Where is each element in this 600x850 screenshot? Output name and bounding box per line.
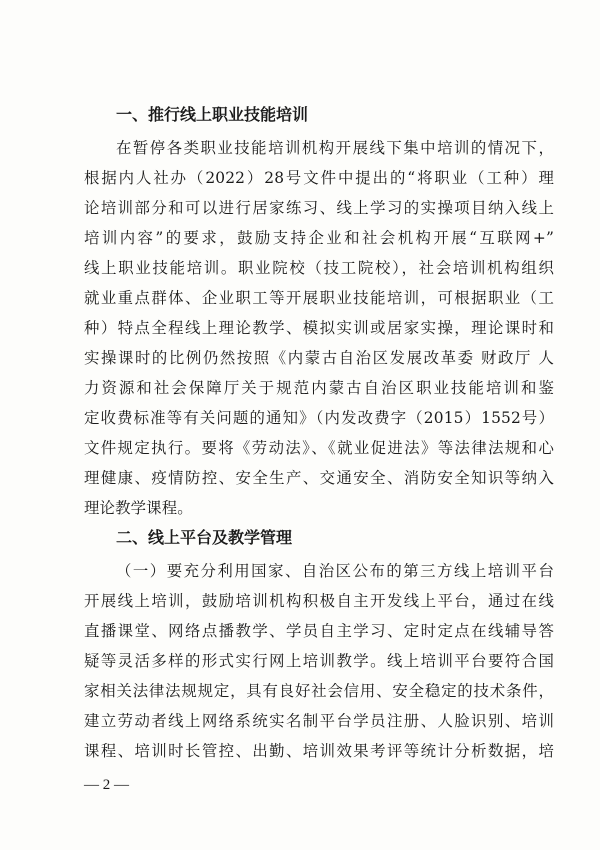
section-1-heading: 一、推行线上职业技能培训 <box>116 105 309 124</box>
section-1-line: 定收费标准等有关问题的通知》（内发改费字（2015）1552号） <box>84 409 554 427</box>
section-2-line: 家相关法律法规规定，具有良好社会信用、安全稳定的技术条件， <box>84 682 554 700</box>
section-1-line: 种）特点全程线上理论教学、模拟实训或居家实操，理论课时和 <box>84 319 554 337</box>
section-2-line: 课程、培训时长管控、出勤、培训效果考评等统计分析数据，培 <box>84 742 554 760</box>
section-1-line: 理健康、疫情防控、安全生产、交通安全、消防安全知识等纳入 <box>84 469 554 487</box>
section-2-heading: 二、线上平台及教学管理 <box>116 528 293 547</box>
section-1-line: 理论教学课程。 <box>84 499 193 517</box>
section-2-line: 建立劳动者线上网络系统实名制平台学员注册、人脸识别、培训 <box>84 712 554 730</box>
section-1-line: 就业重点群体、企业职工等开展职业技能培训，可根据职业（工 <box>84 289 554 307</box>
section-1-line: 实操课时的比例仍然按照《内蒙古自治区发展改革委 财政厅 人 <box>84 349 554 367</box>
section-1-line: 力资源和社会保障厅关于规范内蒙古自治区职业技能培训和鉴 <box>84 379 554 397</box>
section-1-line: 论培训部分和可以进行居家练习、线上学习的实操项目纳入线上 <box>84 199 554 217</box>
section-1-line: 根据内人社办（2022）28号文件中提出的“将职业（工种）理 <box>84 169 554 187</box>
section-1-line: 在暂停各类职业技能培训机构开展线下集中培训的情况下， <box>116 139 554 157</box>
section-2-line: 疑等灵活多样的形式实行网上培训教学。线上培训平台要符合国 <box>84 652 554 670</box>
section-2-line: 直播课堂、网络点播教学、学员自主学习、定时定点在线辅导答 <box>84 622 554 640</box>
section-1-line: 线上职业技能培训。职业院校（技工院校），社会培训机构组织 <box>84 259 554 277</box>
section-2-line: 开展线上培训，鼓励培训机构积极自主开发线上平台，通过在线 <box>84 592 554 610</box>
section-2-line: （一）要充分利用国家、自治区公布的第三方线上培训平台 <box>116 562 554 580</box>
page-number: — 2 — <box>84 777 129 793</box>
section-1-line: 培训内容”的要求，鼓励支持企业和社会机构开展“互联网+” <box>84 229 554 247</box>
section-1-line: 文件规定执行。要将《劳动法》、《就业促进法》等法律法规和心 <box>84 439 554 457</box>
